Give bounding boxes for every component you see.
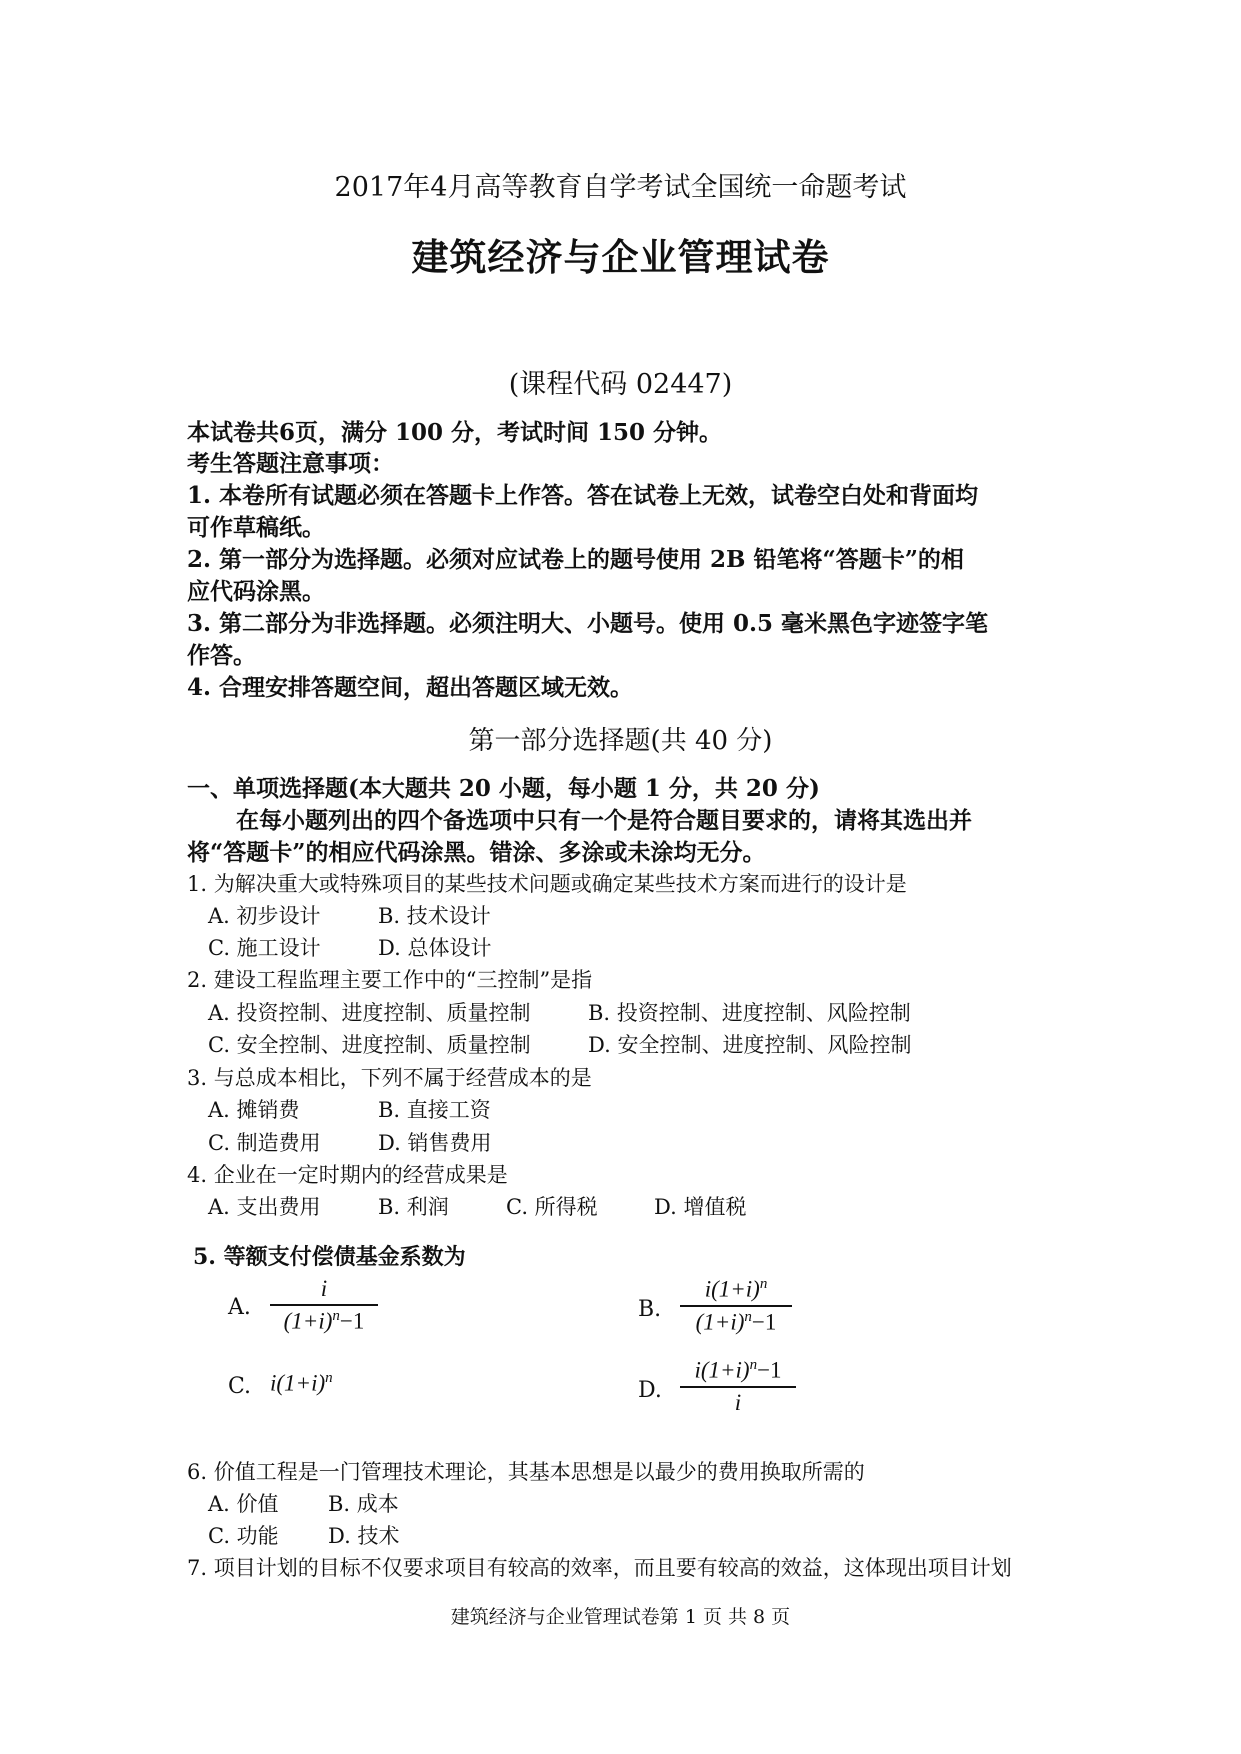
q3-option-d: D. 销售费用 [378, 1131, 492, 1155]
question-3: 3. 与总成本相比，下列不属于经营成本的是 [187, 1066, 592, 1090]
q6-option-c: C. 功能 [208, 1524, 279, 1548]
notice-item-4: 4. 合理安排答题空间，超出答题区域无效。 [187, 674, 634, 701]
q6-option-d: D. 技术 [328, 1524, 400, 1548]
page-footer: 建筑经济与企业管理试卷第 1 页 共 8 页 [450, 1606, 791, 1628]
question-4: 4. 企业在一定时期内的经营成果是 [187, 1163, 508, 1187]
q5-option-c-label: C. [228, 1374, 252, 1399]
q4-option-d: D. 增值税 [654, 1195, 747, 1219]
q5-option-b-formula: $\frac{i(1+i)^n}{(1+i)^n-1}$ [680, 1276, 792, 1335]
q5-option-a-formula: $\frac{i}{(1+i)^n-1}$ [270, 1276, 378, 1335]
q3-option-a: A. 摊销费 [208, 1098, 300, 1122]
question-2: 2. 建设工程监理主要工作中的“三控制”是指 [187, 968, 593, 992]
q5-option-b-label: B. [638, 1297, 662, 1322]
exam-summary: 本试卷共6页，满分 100 分，考试时间 150 分钟。 [187, 419, 723, 446]
question-1: 1. 为解决重大或特殊项目的某些技术问题或确定某些技术方案而进行的设计是 [187, 872, 907, 896]
notice-item-3: 3. 第二部分为非选择题。必须注明大、小题号。使用 0.5 毫米黑色字迹签字笔 [187, 610, 989, 637]
q2-option-a: A. 投资控制、进度控制、质量控制 [208, 1001, 531, 1025]
q6-option-b: B. 成本 [328, 1492, 399, 1516]
q2-option-d: D. 安全控制、进度控制、风险控制 [588, 1033, 912, 1057]
section-desc-1: 在每小题列出的四个备选项中只有一个是符合题目要求的，请将其选出并 [236, 807, 972, 834]
q2-option-c: C. 安全控制、进度控制、质量控制 [208, 1033, 531, 1057]
question-5: 5. 等额支付偿债基金系数为 [193, 1244, 466, 1270]
q5-option-d-label: D. [638, 1378, 662, 1403]
part-one-title: 第一部分选择题(共 40 分) [468, 726, 773, 756]
q5-option-d-formula: $\frac{i(1+i)^n-1}{i}$ [680, 1357, 796, 1416]
notice-item-2: 2. 第一部分为选择题。必须对应试卷上的题号使用 2B 铅笔将“答题卡”的相 [187, 546, 964, 573]
course-code: (课程代码 02447) [508, 369, 733, 400]
q1-option-d: D. 总体设计 [378, 936, 492, 960]
q3-option-c: C. 制造费用 [208, 1131, 321, 1155]
q2-option-b: B. 投资控制、进度控制、风险控制 [588, 1001, 911, 1025]
q5-option-a-label: A. [228, 1295, 251, 1320]
q4-option-b: B. 利润 [378, 1195, 449, 1219]
q1-option-b: B. 技术设计 [378, 904, 491, 928]
paper-title: 建筑经济与企业管理试卷 [411, 235, 830, 279]
q1-option-a: A. 初步设计 [208, 904, 321, 928]
section-desc-2: 将“答题卡”的相应代码涂黑。错涂、多涂或未涂均无分。 [187, 839, 766, 866]
question-7: 7. 项目计划的目标不仅要求项目有较高的效率，而且要有较高的效益，这体现出项目计划 [187, 1556, 1012, 1580]
section-heading: 一、单项选择题(本大题共 20 小题，每小题 1 分，共 20 分) [187, 775, 820, 802]
notice-item-1: 1. 本卷所有试题必须在答题卡上作答。答在试卷上无效，试卷空白处和背面均 [187, 482, 979, 509]
question-6: 6. 价值工程是一门管理技术理论，其基本思想是以最少的费用换取所需的 [187, 1460, 865, 1484]
notice-item-2-cont: 应代码涂黑。 [187, 578, 325, 605]
notice-heading: 考生答题注意事项： [187, 450, 394, 477]
q4-option-c: C. 所得税 [506, 1195, 598, 1219]
q5-a-numerator: i [320, 1276, 328, 1301]
notice-item-3-cont: 作答。 [187, 642, 256, 669]
q4-option-a: A. 支出费用 [208, 1195, 321, 1219]
notice-item-1-cont: 可作草稿纸。 [187, 514, 325, 541]
q3-option-b: B. 直接工资 [378, 1098, 491, 1122]
exam-title: 2017年4月高等教育自学考试全国统一命题考试 [334, 172, 907, 203]
q1-option-c: C. 施工设计 [208, 936, 321, 960]
q6-option-a: A. 价值 [208, 1492, 279, 1516]
q5-option-c-formula: $i(1+i)^n$ [270, 1370, 333, 1396]
